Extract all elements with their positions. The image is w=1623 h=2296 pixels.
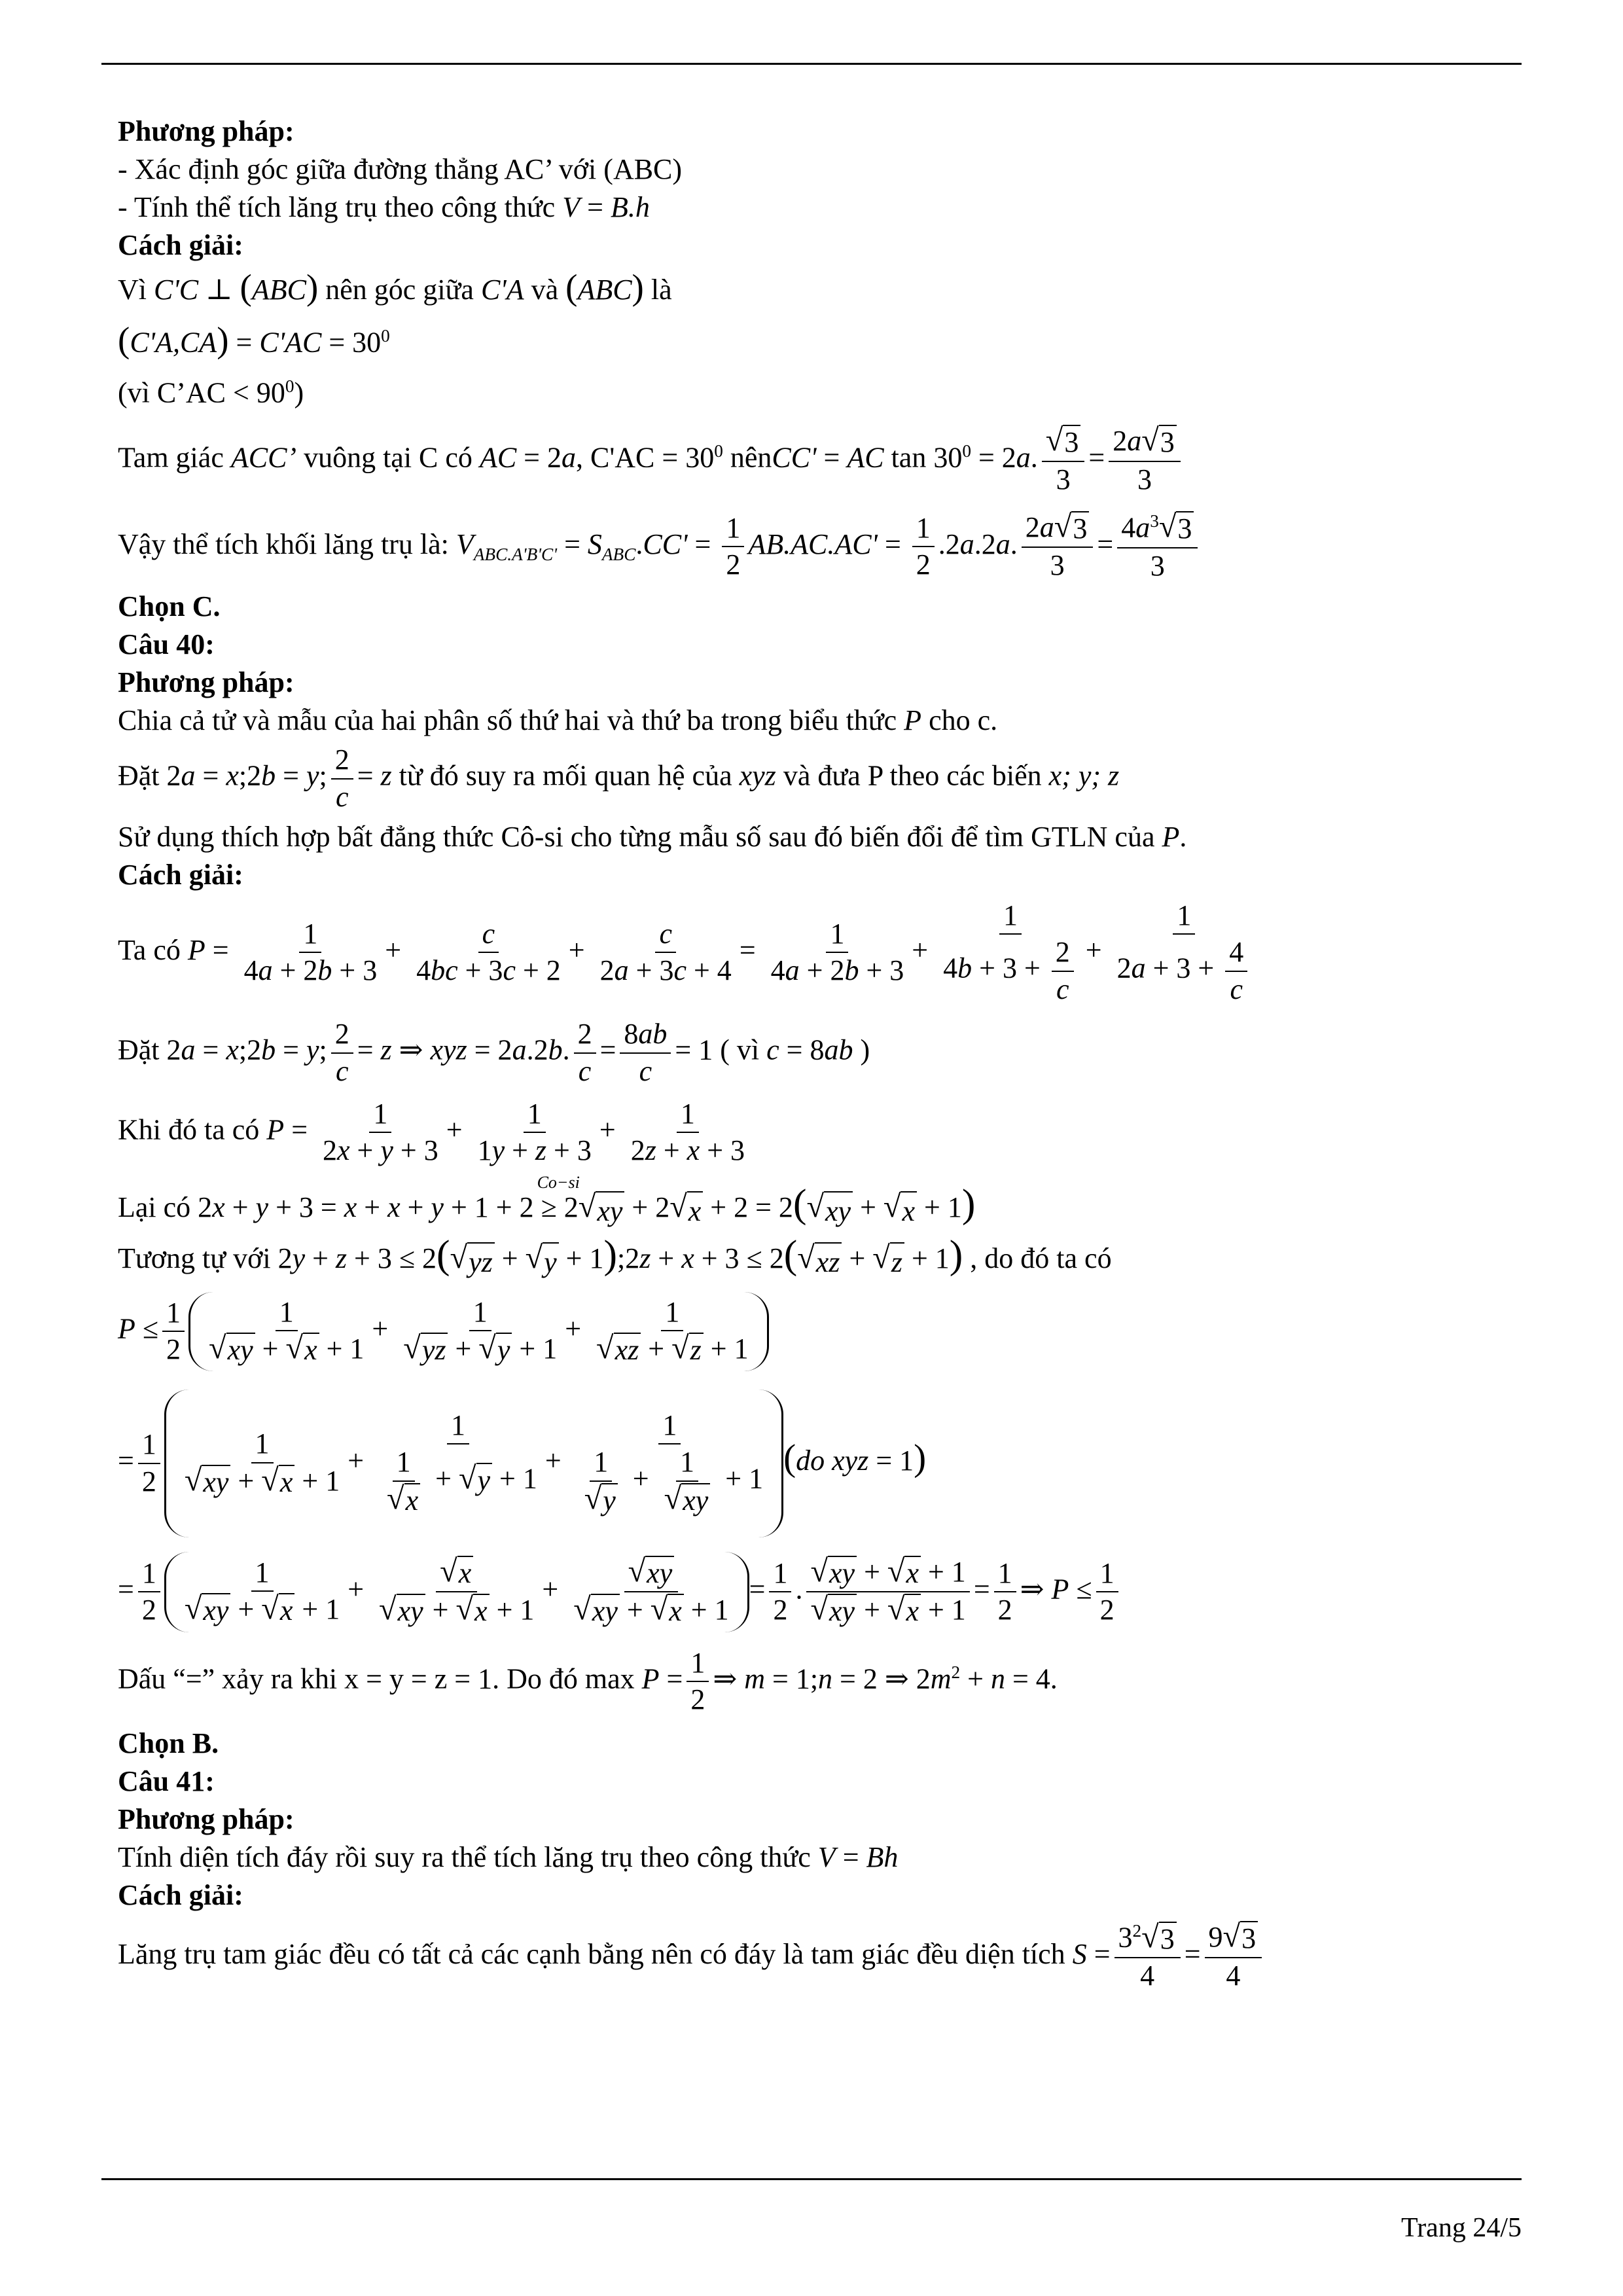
method-heading: Phương pháp: (118, 1803, 294, 1836)
solution-line: Khi đó ta có P = $\frac{1}{2x + y + 3}$ + $\frac{1}{1y + z + 3}$ + $\frac{1}{2z + x + 3}$ (118, 1097, 745, 1167)
solution-line: P ≤ $\frac{1}{2}$ 1 √ xy + √ x + 1 + 1 √ yz + √ y + 1 + 1 √ xz + √ z + 1 (118, 1292, 1518, 1371)
answer-label: Chọn C. (118, 590, 221, 623)
solution-line: Vậy thể tích khối lăng trụ là: $V_{ABC.A'B'C'} = S_{ABC}.CC'$ = $\frac{1}{2}$ AB.AC.AC' = $\frac{1}{2}$ .2a.2a. 2a √ 3 3 = $4a^3$ √ 3 3 (118, 511, 1518, 583)
solution-line: Lại có 2x + y + 3 = x + x + y + 1 + 2 ≥ Co−si 2 √ xy + 2 √ x + 2 = 2( √ xy + √ x + 1) (118, 1185, 1518, 1230)
solution-line: Vì C'C ⊥ (ABC) nên góc giữa C'A và (ABC) là (118, 267, 672, 307)
method-heading: Phương pháp: (118, 115, 294, 147)
top-rule (101, 63, 1522, 65)
solution-line: Lăng trụ tam giác đều có tất cả các cạnh bằng nên có đáy là tam giác đều diện tích S = $3^2$ √ 3 4 = 9 √ 3 4 (118, 1921, 1518, 1993)
solution-heading: Cách giải: (118, 858, 243, 891)
question-title: Câu 40: (118, 628, 215, 661)
bottom-rule (101, 2178, 1522, 2180)
method-heading: Phương pháp: (118, 666, 294, 699)
method-step: Sử dụng thích hợp bất đẳng thức Cô-si cho từng mẫu số sau đó biến đổi để tìm GTLN của P. (118, 820, 1187, 853)
solution-line: Dấu “=” xảy ra khi x = y = z = 1. Do đó max P = $\frac{1}{2}$ ⇒ m = 1;n = 2 ⇒ $2m^2 + n = 4$. (118, 1646, 1058, 1716)
solution-heading: Cách giải: (118, 229, 243, 261)
solution-heading: Cách giải: (118, 1879, 243, 1912)
solution-line: Đặt 2a = x;2b = y; $\frac{2}{c}$ = z ⇒ xyz = 2a.2b. $\frac{2}{c}$ = $\frac{8ab}{c}$ = 1 ( vì c = 8ab ) (118, 1018, 870, 1087)
page-number: Trang 24/5 (1401, 2213, 1522, 2243)
solution-note: (vì C’AC < $90^0$) (118, 376, 304, 409)
page-content (118, 113, 1518, 1993)
method-step: - Tính thể tích lăng trụ theo công thức V = B.h (118, 191, 650, 223)
method-step: Tính diện tích đáy rồi suy ra thể tích lăng trụ theo công thức V = Bh (118, 1841, 899, 1874)
solution-line: $(C'A,CA) = C'AC = 30^0$ (118, 319, 390, 360)
solution-line: = $\frac{1}{2}$ 1 √ xy + √ x + 1 + 1 1 √ x + √ y + 1 + 1 1 √ y + 1 √ xy + 1 (do xyz = 1) (118, 1390, 1518, 1537)
question-title: Câu 41: (118, 1765, 215, 1798)
method-step: Chia cả tử và mẫu của hai phân số thứ hai và thứ ba trong biểu thức P cho c. (118, 704, 998, 737)
solution-line: Ta có P = $\frac{1}{4a + 2b + 3}$ + $\frac{c}{4bc + 3c + 2}$ + $\frac{c}{2a + 3c + 4}$ = $\frac{1}{4a + 2b + 3}$ + 1 4b + 3 + $\frac{2}{c}$ + 1 2a + 3 + $\frac{4}{c}$ (118, 899, 1518, 1007)
solution-line: = $\frac{1}{2}$ 1 √ xy + √ x + 1 + √ x √ xy + √ x + 1 + √ xy √ xy + √ x + 1 = $\frac{1}{2}$ . √ xy + √ x + 1 √ xy + √ x + 1 = $\frac{1}{2}$ ⇒ P ≤ $\frac{1}{2}$ (118, 1552, 1518, 1632)
method-step: Đặt 2a = x;2b = y; $\frac{2}{c}$ = z từ đó suy ra mối quan hệ của xyz và đưa P theo các biến x; y; z (118, 744, 1120, 813)
method-step: - Xác định góc giữa đường thẳng AC’ với (ABC) (118, 153, 683, 185)
solution-line: Tương tự với 2y + z + 3 ≤ 2( √ yz + √ y + 1);2z + x + 3 ≤ 2( √ xz + √ z + 1) , do đó ta có (118, 1236, 1518, 1282)
solution-line: Tam giác ACC’ vuông tại C có AC = 2a, $C'AC = 30^0$ nênCC' = AC $\tan 30^0 = 2a$. √ 3 3 = 2a √ 3 3 (118, 425, 1518, 496)
answer-label: Chọn B. (118, 1727, 219, 1760)
